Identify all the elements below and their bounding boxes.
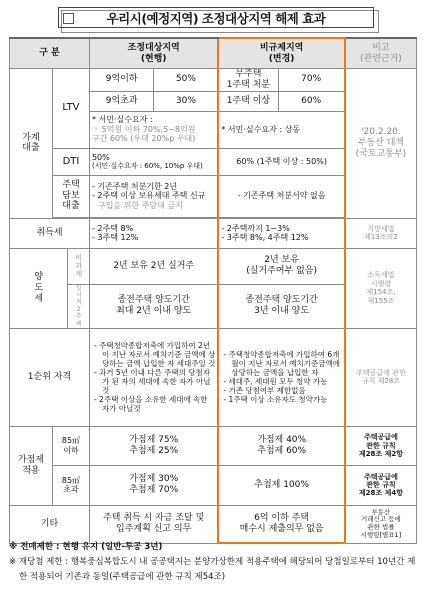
page-title-text: 우리시(예정지역) 조정대상지역 해제 효과 <box>106 10 326 26</box>
ltv-new-type-2: 1주택 이상 <box>218 91 278 111</box>
household-loan-remark-l1: '20.2.20. <box>361 127 401 138</box>
table-header-row <box>10 38 417 69</box>
point-system-row2-current-l2: 추첨제 70% <box>129 485 179 496</box>
ltv-new-pct-1: 70% <box>278 69 345 92</box>
acquisition-tax-new <box>218 218 345 248</box>
point-system-row1-remark-l3: 제28조 제2항 <box>358 449 403 458</box>
transfer-tax-row2-new-l1: 종전주택 양도기간 <box>245 295 318 306</box>
point-system-row2-new: 추첨제 100% <box>218 465 345 505</box>
point-system-row1-new-l1: 가점제 40% <box>257 434 307 445</box>
transfer-tax-remark <box>345 248 417 328</box>
footnote-rewin: ※ 재당첨 제한 : 행복중심복합도시 내 공공택지는 분양가상한제 적용주택에 해당되어 당첨일로부터 10년간 제한 적용되어 기존과 동일(주택공급에 관한 규칙 제54조) <box>9 556 416 582</box>
table-row <box>10 328 417 426</box>
first-priority-current-item-3: - 2주택 이상을 소유한 세대에 속한 자가 아닐것 <box>93 395 208 414</box>
point-system-row2-current <box>89 465 218 505</box>
first-priority-new <box>218 328 345 426</box>
header-current-l1: 조정대상지역 <box>127 42 180 53</box>
transfer-tax-row1-new <box>218 248 345 284</box>
other-current-l2: 입주계획 신고 의무 <box>116 524 192 535</box>
other-remark-l1: 부동산 <box>371 507 391 516</box>
header-current <box>89 38 218 69</box>
ltv-current-price-1: 9억이하 <box>89 69 153 92</box>
mortgage-current-l1: - 기존주택 처분기한 2년 <box>91 181 178 191</box>
table-row <box>10 505 417 543</box>
transfer-tax-row2-current <box>89 284 218 328</box>
mortgage-label: 주택 담보 대출 <box>52 175 89 217</box>
other-current <box>89 505 218 543</box>
table-row <box>10 426 417 465</box>
header-category: 구 분 <box>10 38 90 69</box>
acquisition-tax-remark <box>345 218 417 248</box>
first-priority-current-item-2: - 과거 5년 이내 다른 주택의 당첨자가 된 자의 세대에 속한 자가 아닐 것 <box>93 368 211 396</box>
other-current-l1: 주택 취득 시 자금 조달 및 <box>103 513 205 524</box>
point-system-row2-remark-l2: 관한 규칙 <box>366 481 396 490</box>
header-changed <box>218 38 345 69</box>
header-current-l2: (현행) <box>140 53 167 64</box>
page-title <box>58 7 374 28</box>
ltv-current-pct-2: 30% <box>154 91 218 111</box>
household-loan-remark <box>345 69 417 219</box>
header-changed-l1: 비규제지역 <box>259 42 304 53</box>
point-system-row1-remark-l2: 관한 규칙 <box>366 441 396 450</box>
point-system-row1-current-l2: 추첨제 25% <box>129 445 179 456</box>
other-remark <box>345 505 417 543</box>
dti-label: DTI <box>52 148 89 175</box>
other-remark-l4: 시행령[별표1] <box>360 531 402 540</box>
point-system-row1-new-l2: 추첨제 60% <box>257 445 307 456</box>
header-remark-l1: 비고 <box>372 42 390 53</box>
transfer-tax-row2-current-l1: 종전주택 양도기간 <box>117 295 190 306</box>
ltv-current-note-l2: ☞ 5억원 이하 70%,5~8억원 <box>91 124 196 134</box>
transfer-tax-row2-label: 일 시 적 2 주 택 <box>68 284 90 328</box>
table-row <box>10 69 417 92</box>
transfer-tax-row1-new-l2: (실거주여부 없음) <box>246 266 317 277</box>
footnote-resale: ※ 전매제한 : 현행 유지 (일반-투공 3년) <box>9 542 163 552</box>
acquisition-tax-current-l1: - 2주택 8% <box>91 223 134 233</box>
square-bullet-icon <box>63 13 74 24</box>
other-new <box>218 505 345 543</box>
table-row <box>10 465 417 505</box>
dti-current-l1: 50% <box>91 152 110 162</box>
point-system-row2-size-l1: 85㎡ <box>61 475 81 485</box>
point-system-row2-remark-l1: 주택공급에 <box>364 472 398 481</box>
transfer-tax-row2-new-l2: 3년 이내 양도 <box>254 306 310 317</box>
household-loan-label: 가계 대출 <box>10 69 53 219</box>
mortgage-current <box>89 175 218 217</box>
table-row <box>10 248 417 284</box>
acquisition-tax-current <box>89 218 218 248</box>
acquisition-tax-current-l2: - 3주택 12% <box>91 233 139 243</box>
ltv-label: LTV <box>52 69 89 149</box>
first-priority-remark-l2: 규칙 제28조 <box>361 377 401 386</box>
ltv-current-price-2: 9억초과 <box>89 91 153 111</box>
first-priority-new-item-2: - 세대주, 세대원 모두 청약 가능 <box>223 377 328 387</box>
header-remark-l2: (관련근거) <box>360 53 402 64</box>
ltv-new-type-1-l1: 무주택 <box>235 69 262 79</box>
transfer-tax-remark-l2: 시행령 <box>370 279 392 288</box>
other-label: 기타 <box>10 505 90 543</box>
header-changed-l2: (변경) <box>268 53 295 64</box>
dti-current <box>89 148 218 175</box>
comparison-table <box>9 37 417 544</box>
acquisition-tax-new-l2: - 3주택 8%, 4주택 12% <box>221 233 309 243</box>
ltv-new-type-1 <box>218 69 278 92</box>
first-priority-label: 1순위 자격 <box>10 328 90 426</box>
other-remark-l3: 관한 법률 <box>367 523 395 532</box>
point-system-row2-size-l2: 초과 <box>63 485 79 495</box>
other-new-l2: 매수시 제출의무 없음 <box>239 523 324 534</box>
ltv-new-pct-2: 60% <box>278 91 345 111</box>
point-system-row1-size <box>52 426 89 465</box>
point-system-row1-remark <box>345 426 417 465</box>
point-system-row1-remark-l1: 주택공급에 <box>364 433 398 442</box>
point-system-row1-current-l1: 가점제 75% <box>129 434 179 445</box>
first-priority-remark-l1: 주택공급에 관한 <box>356 368 406 377</box>
point-system-label <box>10 426 53 505</box>
ltv-new-note: * 서민·실수요자 : 상동 <box>218 111 345 148</box>
mortgage-current-l3: 구입을 위한 주담대 금지 <box>97 200 183 210</box>
ltv-new-type-1-l2: 1주택 처분 <box>226 79 271 90</box>
transfer-tax-row2-new <box>218 284 345 328</box>
household-loan-remark-l3: (국토교통부) <box>355 148 407 159</box>
household-loan-remark-l2: 부동산 대책 <box>357 137 405 148</box>
first-priority-current <box>89 328 218 426</box>
point-system-label-l1: 가점제 <box>17 454 45 465</box>
point-system-row2-remark <box>345 465 417 505</box>
ltv-current-note-l1: * 서민·실수요자 : <box>91 115 153 125</box>
other-remark-l2: 거래신고 등에 <box>361 515 401 524</box>
dti-new: 60% (1주택 이상 : 50%) <box>218 148 345 175</box>
ltv-current-note-l3: 구간 60% (우대 20%p 우대) <box>91 134 196 144</box>
title-frame <box>58 7 374 28</box>
acquisition-tax-remark-l1: 지방세법 <box>367 224 395 233</box>
transfer-tax-row1-current: 2년 보유 2년 실거주 <box>89 248 218 284</box>
first-priority-current-item-1: - 주택청약종합저축에 가입하여 2년이 지난 자로서 예치기준 금액에 상당하는 금액 납입한 자 세대주일 것 <box>93 341 216 369</box>
acquisition-tax-label: 취득세 <box>10 218 90 248</box>
transfer-tax-row2-current-l2: 최대 2년 이내 양도 <box>116 306 192 317</box>
dti-current-l2: (서민·실수요자 : 60%, 10%p 우대) <box>91 162 203 171</box>
point-system-row1-new <box>218 426 345 465</box>
acquisition-tax-new-l1: - 2주택까지 1~3% <box>221 223 290 233</box>
acquisition-tax-remark-l2: 제13조의2 <box>364 233 398 242</box>
footnotes <box>9 540 417 585</box>
first-priority-new-item-1: - 주택청약종합저축에 가입하여 6개월이 지난 자로서 예치기준금액에 상당하는 금액을 납입한 자 <box>223 350 340 378</box>
mortgage-new: - 기존주택 처분서약 없음 <box>218 175 345 217</box>
other-new-l1: 6억 이하 주택 <box>254 513 310 524</box>
point-system-row1-size-l1: 85㎡ <box>61 436 81 446</box>
transfer-tax-row1-label: 비 과 세 <box>68 248 90 284</box>
point-system-row2-current-l1: 가점제 30% <box>129 474 179 485</box>
transfer-tax-label: 양 도 세 <box>10 248 68 328</box>
table-row <box>10 218 417 248</box>
header-remark <box>345 38 417 69</box>
point-system-row1-current <box>89 426 218 465</box>
first-priority-new-item-3: - 기존 당첨여부 제한없음 <box>223 386 306 396</box>
transfer-tax-remark-l4: 제155조 <box>367 296 395 305</box>
transfer-tax-row1-new-l1: 2년 보유 <box>264 255 299 266</box>
point-system-row1-size-l2: 이하 <box>63 445 79 455</box>
transfer-tax-remark-l3: 제154조, <box>366 288 396 297</box>
first-priority-new-item-4: - 1주택 이상 소유자도 청약가능 <box>223 395 328 405</box>
first-priority-remark <box>345 328 417 426</box>
ltv-current-note <box>89 111 218 148</box>
transfer-tax-remark-l1: 소득세법 <box>367 271 395 280</box>
point-system-label-l2: 적용 <box>22 465 40 476</box>
point-system-row2-remark-l3: 제28조 제4항 <box>358 489 403 498</box>
mortgage-current-l2: - 2주택 이상 보유세대 주택 신규 <box>91 191 206 201</box>
point-system-row2-size <box>52 465 89 505</box>
ltv-current-pct-1: 50% <box>154 69 218 92</box>
